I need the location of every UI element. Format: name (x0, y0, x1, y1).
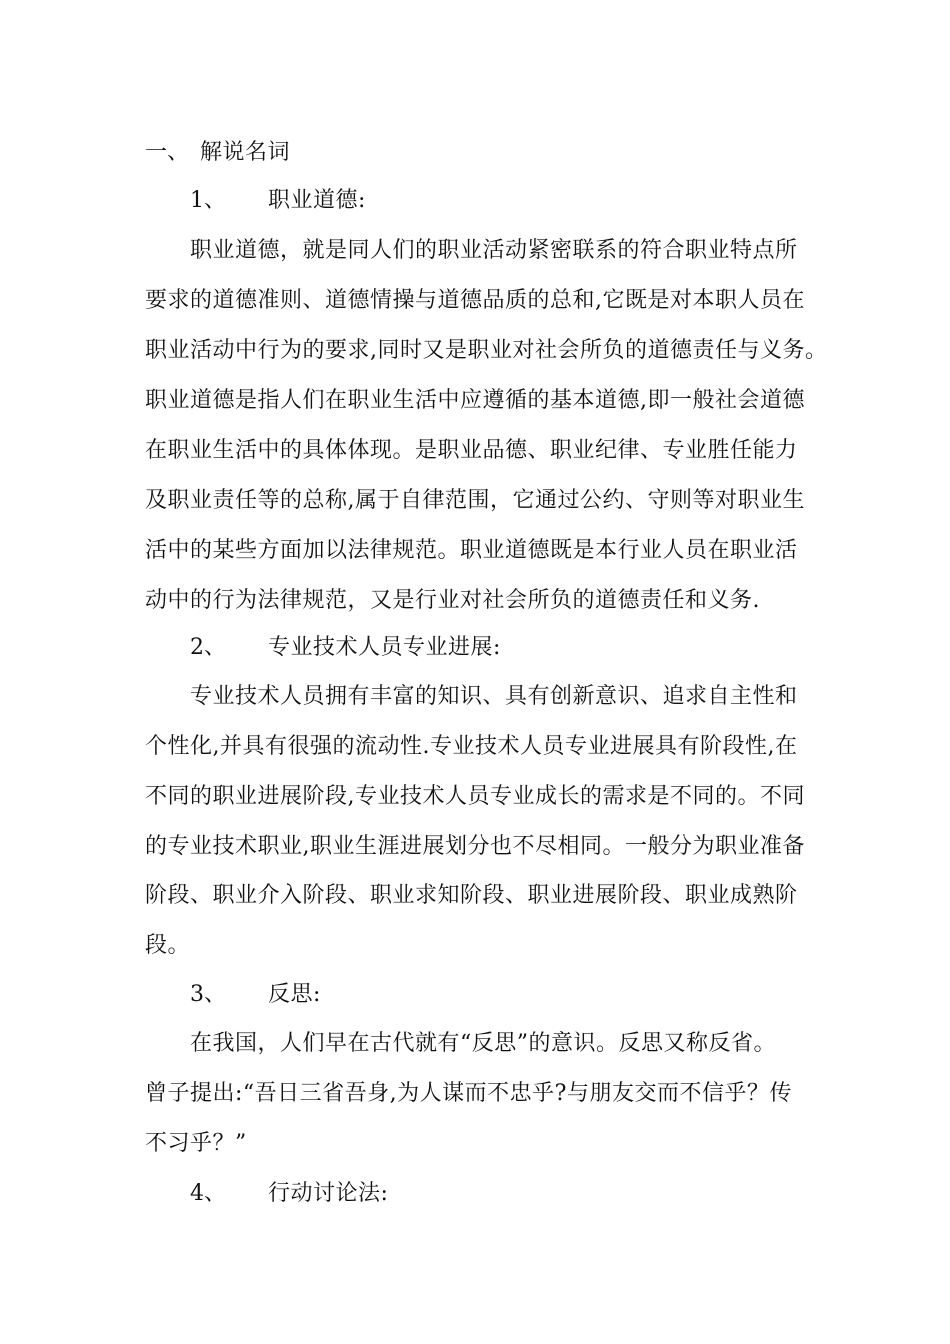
paragraph-line: 不同的职业进展阶段,专业技术人员专业成长的需求是不同的。不同 (145, 784, 805, 809)
paragraph-line: 及职业责任等的总称,属于自律范围，它通过公约、守则等对职业生 (145, 488, 805, 513)
paragraph-line: 的专业技术职业,职业生涯进展划分也不尽相同。一般分为职业准备 (145, 834, 805, 859)
paragraph-line: 职业道德是指人们在职业生活中应遵循的基本道德,即一般社会道德 (145, 388, 805, 413)
paragraph-line: 曾子提出:“吾日三省吾身,为人谋而不忠乎?与朋友交而不信乎？传 (145, 1081, 792, 1106)
item-number: 4、 (190, 1181, 226, 1206)
paragraph-line: 不习乎？” (145, 1131, 247, 1156)
paragraph-line: 在职业生活中的具体体现。是职业品德、职业纪律、专业胜任能力 (145, 438, 798, 463)
paragraph-line: 在我国，人们早在古代就有“反思”的意识。反思又称反省。 (190, 1031, 776, 1056)
paragraph-line: 活中的某些方面加以法律规范。职业道德既是本行业人员在职业活 (145, 538, 798, 563)
paragraph-line: 职业活动中行为的要求,同时又是职业对社会所负的道德责任与义务。 (145, 338, 828, 363)
paragraph-line: 动中的行为法律规范，又是行业对社会所负的道德责任和义务. (145, 588, 760, 613)
paragraph-line: 要求的道德准则、道德情操与道德品质的总和,它既是对本职人员在 (145, 288, 805, 313)
section-marker: 一、 (145, 140, 190, 165)
item-heading: 反思: (268, 982, 321, 1007)
paragraph-line: 段。 (145, 933, 191, 958)
paragraph-line: 阶段、职业介入阶段、职业求知阶段、职业进展阶段、职业成熟阶 (145, 883, 798, 908)
paragraph-line: 职业道德，就是同人们的职业活动紧密联系的符合职业特点所 (190, 238, 798, 263)
section-title: 解说名词 (200, 140, 291, 165)
item-number: 2、 (190, 635, 226, 660)
paragraph-line: 专业技术人员拥有丰富的知识、具有创新意识、追求自主性和 (190, 684, 798, 709)
paragraph-line: 个性化,并具有很强的流动性.专业技术人员专业进展具有阶段性,在 (145, 734, 798, 759)
item-heading: 行动讨论法: (268, 1181, 389, 1206)
item-number: 1、 (190, 188, 226, 213)
item-heading: 专业技术人员专业进展: (268, 635, 501, 660)
item-heading: 职业道德: (268, 188, 366, 213)
item-number: 3、 (190, 982, 226, 1007)
